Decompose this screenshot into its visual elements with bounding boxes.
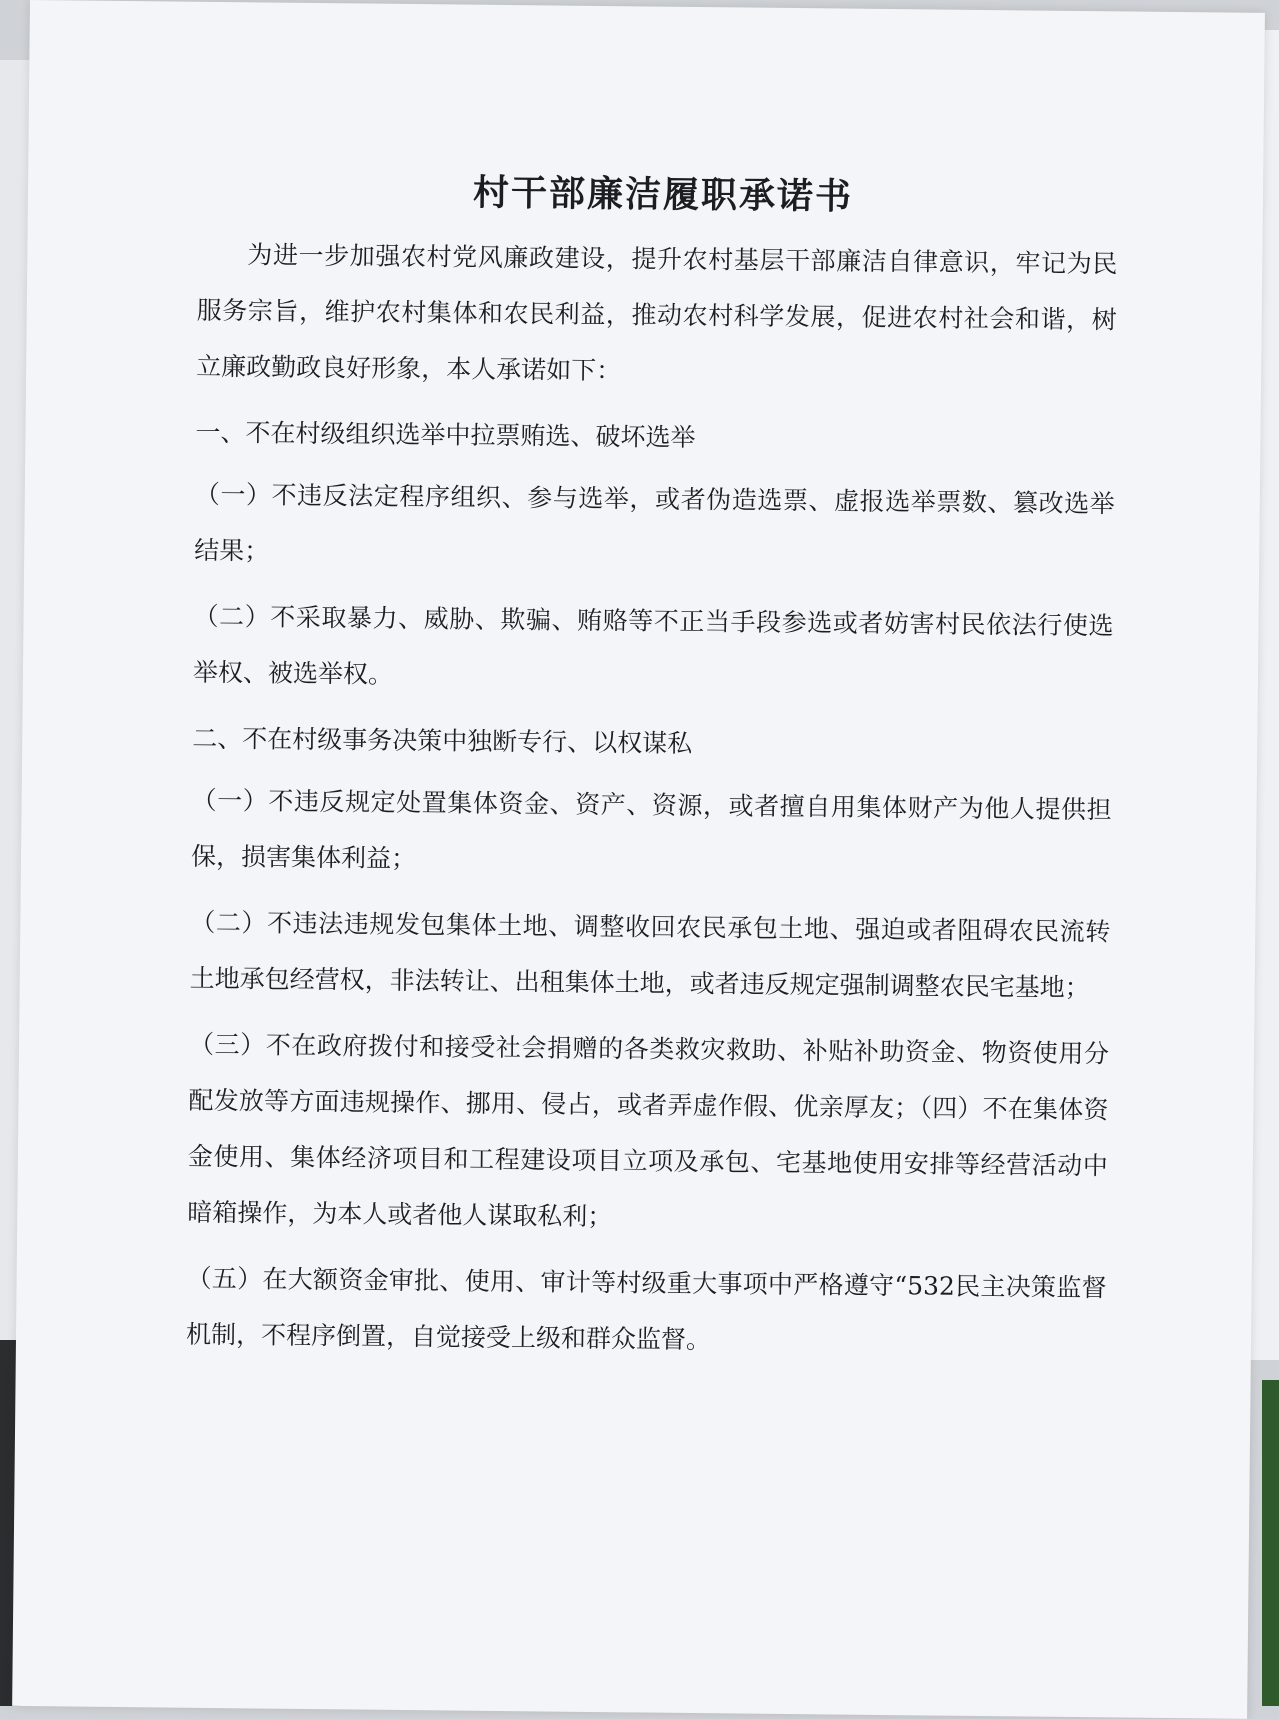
section-item: （二）不采取暴力、威胁、欺骗、贿赂等不正当手段参选或者妨害村民依法行使选举权、被选举权。: [192, 601, 1114, 689]
section-item: （三）不在政府拨付和接受社会捐赠的各类救灾救助、补贴补助资金、物资使用分配发放等方面违规操作、挪用、侵占，或者弄虚作假、优亲厚友；（四）不在集体资金使用、集体经济项目和工程建设项目立项及承包、宅基地使用安排等经营活动中暗箱操作，为本人或者他人谋取私利；: [187, 1029, 1110, 1232]
document-body: [186, 162, 1119, 1383]
desk-edge: [1262, 1380, 1279, 1706]
section-item: （五）在大额资金审批、使用、审计等村级重大事项中严格遵守“532民主决策监督机制，不程序倒置，自觉接受上级和群众监督。: [185, 1263, 1107, 1355]
section-heading: 二、不在村级事务决策中独断专行、以权谋私: [192, 723, 693, 758]
document-title: 村干部廉洁履职承诺书: [472, 171, 854, 218]
section-item: （一）不违反法定程序组织、参与选举，或者伪造选票、虚报选举票数、篡改选举结果；: [194, 479, 1115, 566]
section-item: （二）不违法违规发包集体土地、调整收回农民承包土地、强迫或者阻碍农民流转土地承包经营权，非法转让、出租集体土地，或者违反规定强制调整农民宅基地；: [189, 907, 1111, 1003]
section-heading: 一、不在村级组织选举中拉票贿选、破坏选举: [195, 417, 696, 452]
section-2: [186, 711, 1113, 1373]
document-page: [12, 0, 1265, 1719]
section-item: （一）不违反规定处置集体资金、资产、资源，或者擅自用集体财产为他人提供担保，损害集体利益；: [190, 785, 1112, 874]
section-1: [193, 405, 1116, 711]
intro-paragraph: 为进一步加强农村党风廉政建设，提升农村基层干部廉洁自律意识，牢记为民服务宗旨，维护农村集体和农民利益，推动农村科学发展，促进农村社会和谐，树立廉政勤政良好形象，本人承诺如下：: [196, 240, 1118, 386]
